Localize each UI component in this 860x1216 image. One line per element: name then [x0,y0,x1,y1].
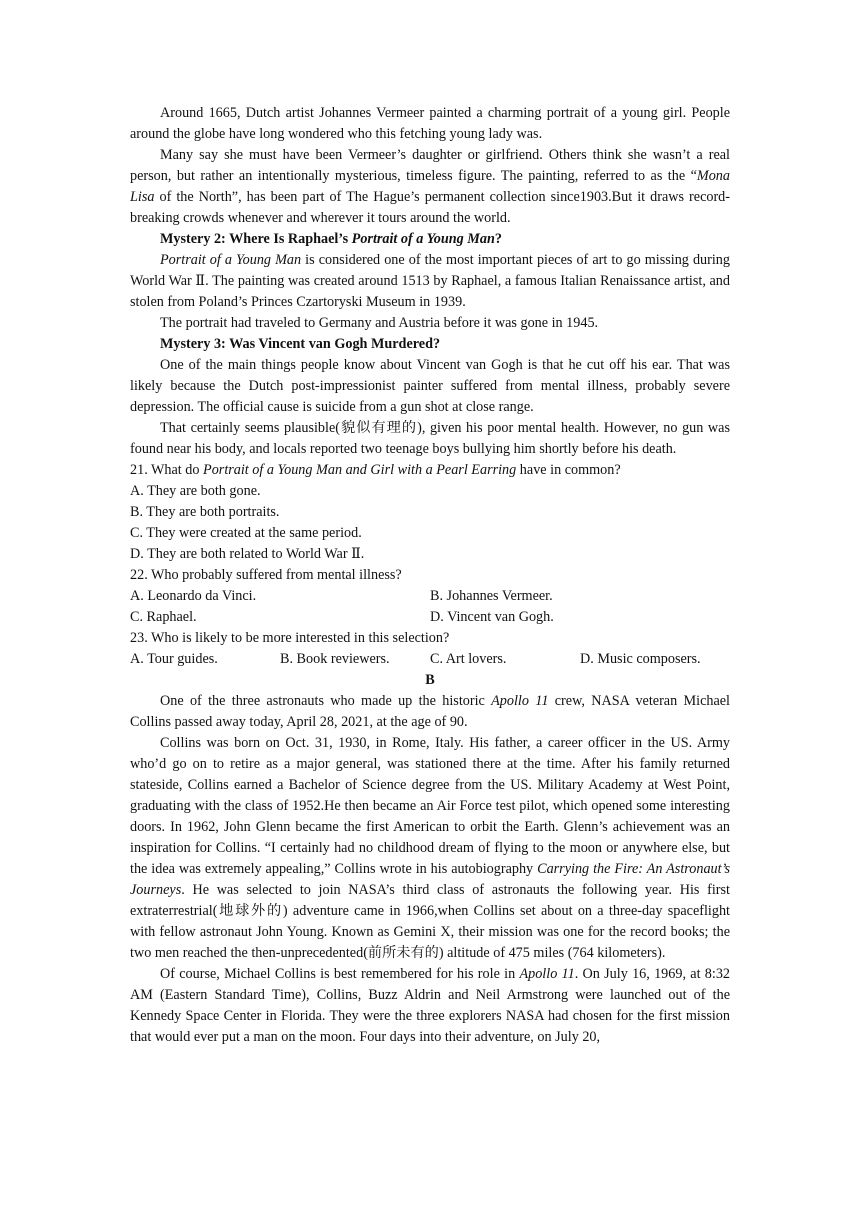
italic-title: Mona Lisa [130,168,730,205]
question-23-option-b: B. Book reviewers. [280,651,390,667]
passage-b-paragraph-2: Collins was born on Oct. 31, 1930, in Rome, Italy. His father, a career officer in the US. Army who’d go on to retire as a major general, was stationed there at the time. After his family returned stateside, Collins earned a Bachelor of Science degree from the US. Military Academy at West Point, graduating with the class of 1952.He then became an Air Force test pilot, which opened some interesting doors. In 1962, John Glenn became the first American to orbit the Earth. Glenn’s achievement was an inspiration for Collins. “I certainly had no childhood dream of flying to the moon or anywhere else, but the idea was extremely appealing,” Collins wrote in his autobiography Carrying the Fire: An Astronaut’s Journeys. He was selected to join NASA’s third class of astronauts the following year. His first extraterrestrial(地球外的) adventure came in 1966,when Collins set about on a three-day spaceflight with fellow astronaut John Young. Known as Gemini X, their mission was one for the record books; the two men reached the then-unprecedented(前所未有的) altitude of 475 miles (764 kilometers). [130,735,730,961]
passage-b-paragraph-3: Of course, Michael Collins is best remembered for his role in Apollo 11. On July 16, 1969, at 8:32 AM (Eastern Standard Time), Collins, Buzz Aldrin and Neil Armstrong were launched out of the Kennedy Space Center in Florida. They were the three explorers NASA had chosen for the first mission that would ever put a man on the moon. Four days into their adventure, on July 20, [130,966,731,1045]
question-23-option-c: C. Art lovers. [430,651,507,667]
question-22-options-row-1 [130,586,730,607]
passage-a-paragraph-5: One of the main things people know about Vincent van Gogh is that he cut off his ear. That was likely because the Dutch post-impressionist painter suffered from mental illness, probably severe depression. The official cause is suicide from a gun shot at close range. [130,357,730,415]
passage-a-paragraph-2: Many say she must have been Vermeer’s daughter or girlfriend. Others think she wasn’t a real person, but rather an intentionally mysterious, timeless figure. The painting, referred to as the “Mona Lisa of the North”, has been part of The Hague’s permanent collection since1903.But it draws record-breaking crowds whenever and wherever it tours around the world. [130,147,730,226]
section-b-label: B [425,672,435,688]
question-21-option-a: A. They are both gone. [130,483,261,499]
question-22-option-c: C. Raphael. [130,609,197,625]
question-23-options [130,649,730,670]
mystery-2-heading: Mystery 2: Where Is Raphael’s Portrait of a Young Man? [160,231,502,247]
question-21-option-b: B. They are both portraits. [130,504,280,520]
mystery-3-heading: Mystery 3: Was Vincent van Gogh Murdered? [160,336,441,352]
passage-b-paragraph-1: One of the three astronauts who made up the historic Apollo 11 crew, NASA veteran Michael Collins passed away today, April 28, 2021, at the age of 90. [130,693,730,730]
question-23: 23. Who is likely to be more interested in this selection? [130,630,450,646]
question-21-option-d: D. They are both related to World War Ⅱ. [130,546,365,562]
passage-a-paragraph-4: The portrait had traveled to Germany and Austria before it was gone in 1945. [160,315,599,331]
question-21: 21. What do Portrait of a Young Man and Girl with a Pearl Earring have in common? [130,462,621,478]
question-22-option-b: B. Johannes Vermeer. [430,588,553,604]
passage-a-paragraph-1: Around 1665, Dutch artist Johannes Vermeer painted a charming portrait of a young girl. People around the globe have long wondered who this fetching young lady was. [130,105,730,142]
question-22-options-row-2 [130,607,730,628]
question-23-option-a: A. Tour guides. [130,651,218,667]
passage-a-paragraph-6: That certainly seems plausible(貌似有理的), given his poor mental health. However, no gun was found near his body, and locals reported two teenage boys bullying him shortly before his death. [130,420,730,457]
question-21-option-c: C. They were created at the same period. [130,525,362,541]
question-22: 22. Who probably suffered from mental illness? [130,567,402,583]
question-22-option-d: D. Vincent van Gogh. [430,609,554,625]
question-23-option-d: D. Music composers. [580,651,701,667]
document-page [130,103,730,1048]
passage-a-paragraph-3: Portrait of a Young Man is considered one of the most important pieces of art to go missing during World War Ⅱ. The painting was created around 1513 by Raphael, a famous Italian Renaissance artist, and stolen from Poland’s Princes Czartoryski Museum in 1939. [130,252,730,310]
question-22-option-a: A. Leonardo da Vinci. [130,588,257,604]
